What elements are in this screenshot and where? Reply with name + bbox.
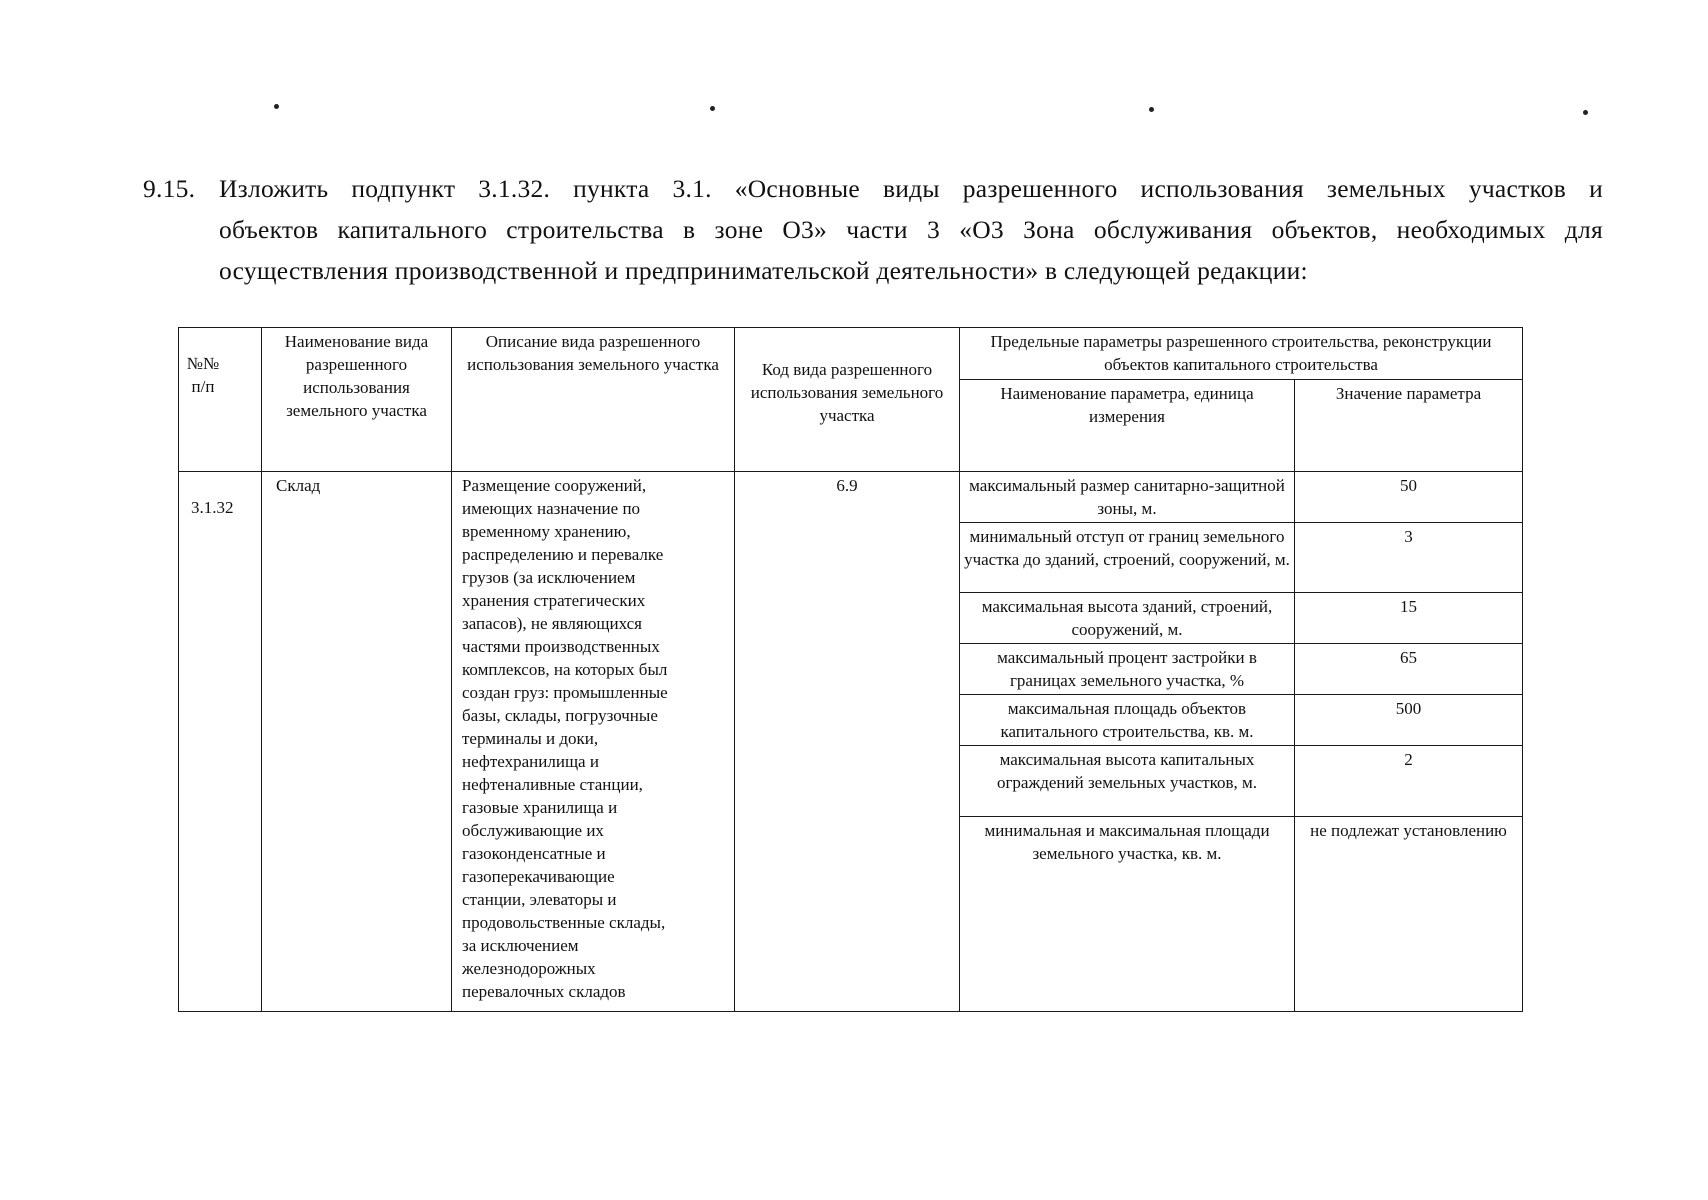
header-code-text: Код вида разрешенного использования земельного участка	[750, 360, 944, 425]
desc-line: Размещение сооружений,	[462, 476, 647, 495]
header-description-text: Описание вида разрешенного использования земельного участка	[467, 332, 719, 374]
desc-line: частями производственных	[462, 637, 660, 656]
desc-line: обслуживающие их	[462, 821, 604, 840]
desc-line: терминалы и доки,	[462, 729, 599, 748]
desc-line: базы, склады, погрузочные	[462, 706, 658, 725]
desc-line: нефтехранилища и	[462, 752, 599, 771]
param-value	[1295, 644, 1523, 695]
land-use-table	[178, 327, 1523, 1012]
desc-line: станции, элеваторы и	[462, 890, 617, 909]
paragraph-line: Изложить подпункт 3.1.32. пункта 3.1. «Основные виды разрешенного использования земельных участков и	[219, 174, 1603, 203]
param-value	[1295, 472, 1523, 523]
param-name-text: максимальная высота капитальных ограждений земельных участков, м.	[996, 750, 1258, 792]
row-description	[452, 472, 735, 1012]
scan-mark	[1149, 107, 1154, 112]
header-param-name	[960, 380, 1295, 472]
desc-line: нефтеналивные станции,	[462, 775, 643, 794]
paragraph-line: объектов капитального строительства в зоне О3» части 3 «О3 Зона обслуживания объектов, необходимых для	[219, 215, 1603, 244]
header-param-value	[1295, 380, 1523, 472]
param-name	[960, 593, 1295, 644]
param-value	[1295, 593, 1523, 644]
param-name-text: максимальная площадь объектов капитального строительства, кв. м.	[1000, 699, 1254, 741]
param-value-text: 65	[1400, 648, 1417, 667]
param-name	[960, 746, 1295, 817]
desc-line: временному хранению,	[462, 522, 631, 541]
row-use-name-text: Склад	[276, 476, 321, 495]
row-code-text: 6.9	[836, 476, 858, 495]
header-use-name-text: Наименование вида разрешенного использования земельного участка	[284, 332, 429, 420]
param-value	[1295, 695, 1523, 746]
header-num-text: №№ п/п	[186, 354, 220, 396]
param-name-text: минимальная и максимальная площади земельного участка, кв. м.	[984, 821, 1270, 863]
paragraph-line: осуществления производственной и предпринимательской деятельности» в следующей редакции:	[219, 256, 1308, 285]
param-value	[1295, 523, 1523, 593]
header-param-value-text: Значение параметра	[1335, 384, 1482, 403]
desc-line: имеющих назначение по	[462, 499, 641, 518]
param-name	[960, 523, 1295, 593]
desc-line: продовольственные склады,	[462, 913, 666, 932]
param-name-text: максимальная высота зданий, строений, сооружений, м.	[981, 597, 1273, 639]
desc-line: хранения стратегических	[462, 591, 646, 610]
param-name	[960, 472, 1295, 523]
param-value	[1295, 817, 1523, 889]
desc-line: газоконденсатные и	[462, 844, 606, 863]
param-name-text: максимальный процент застройки в границах земельного участка, %	[997, 648, 1257, 690]
header-use-name	[262, 328, 452, 472]
header-description	[452, 328, 735, 472]
desc-line: газоперекачивающие	[462, 867, 615, 886]
param-name-text: минимальный отступ от границ земельного участка до зданий, строений, сооружений, м.	[964, 527, 1290, 569]
param-value	[1295, 746, 1523, 817]
param-value-text: 3	[1404, 527, 1413, 546]
row-use-name	[262, 472, 452, 1012]
param-value-empty	[1295, 889, 1523, 1012]
desc-line: за исключением	[462, 936, 579, 955]
param-value-text: 15	[1400, 597, 1417, 616]
param-name	[960, 695, 1295, 746]
desc-line: распределению и перевалке	[462, 545, 664, 564]
param-value-text: 500	[1395, 699, 1422, 718]
desc-line: запасов), не являющихся	[462, 614, 642, 633]
desc-line: газовые хранилища и	[462, 798, 618, 817]
scan-mark	[710, 106, 715, 111]
desc-line: комплексов, на которых был	[462, 660, 668, 679]
desc-line: создан груз: промышленные	[462, 683, 668, 702]
row-code	[735, 472, 960, 1012]
desc-line: грузов (за исключением	[462, 568, 636, 587]
param-value-text: 2	[1404, 750, 1413, 769]
param-name-text: максимальный размер санитарно-защитной зоны, м.	[969, 476, 1285, 518]
header-limits	[960, 328, 1523, 380]
desc-line: перевалочных складов	[462, 982, 626, 1001]
scan-mark	[274, 104, 279, 109]
row-num	[179, 472, 262, 1012]
amendment-paragraph	[143, 168, 1603, 291]
desc-line: железнодорожных	[462, 959, 596, 978]
param-name	[960, 817, 1295, 889]
header-param-name-text: Наименование параметра, единица измерения	[1000, 384, 1254, 426]
param-value-text: не подлежат установлению	[1310, 821, 1507, 840]
param-value-text: 50	[1400, 476, 1417, 495]
scan-mark	[1583, 110, 1588, 115]
header-limits-text: Предельные параметры разрешенного строительства, реконструкции объектов капитального строительства	[990, 332, 1492, 374]
header-code	[735, 328, 960, 472]
row-num-text: 3.1.32	[191, 498, 234, 517]
param-name-empty	[960, 889, 1295, 1012]
header-num	[179, 328, 262, 472]
param-name	[960, 644, 1295, 695]
paragraph-number: 9.15.	[143, 174, 196, 203]
